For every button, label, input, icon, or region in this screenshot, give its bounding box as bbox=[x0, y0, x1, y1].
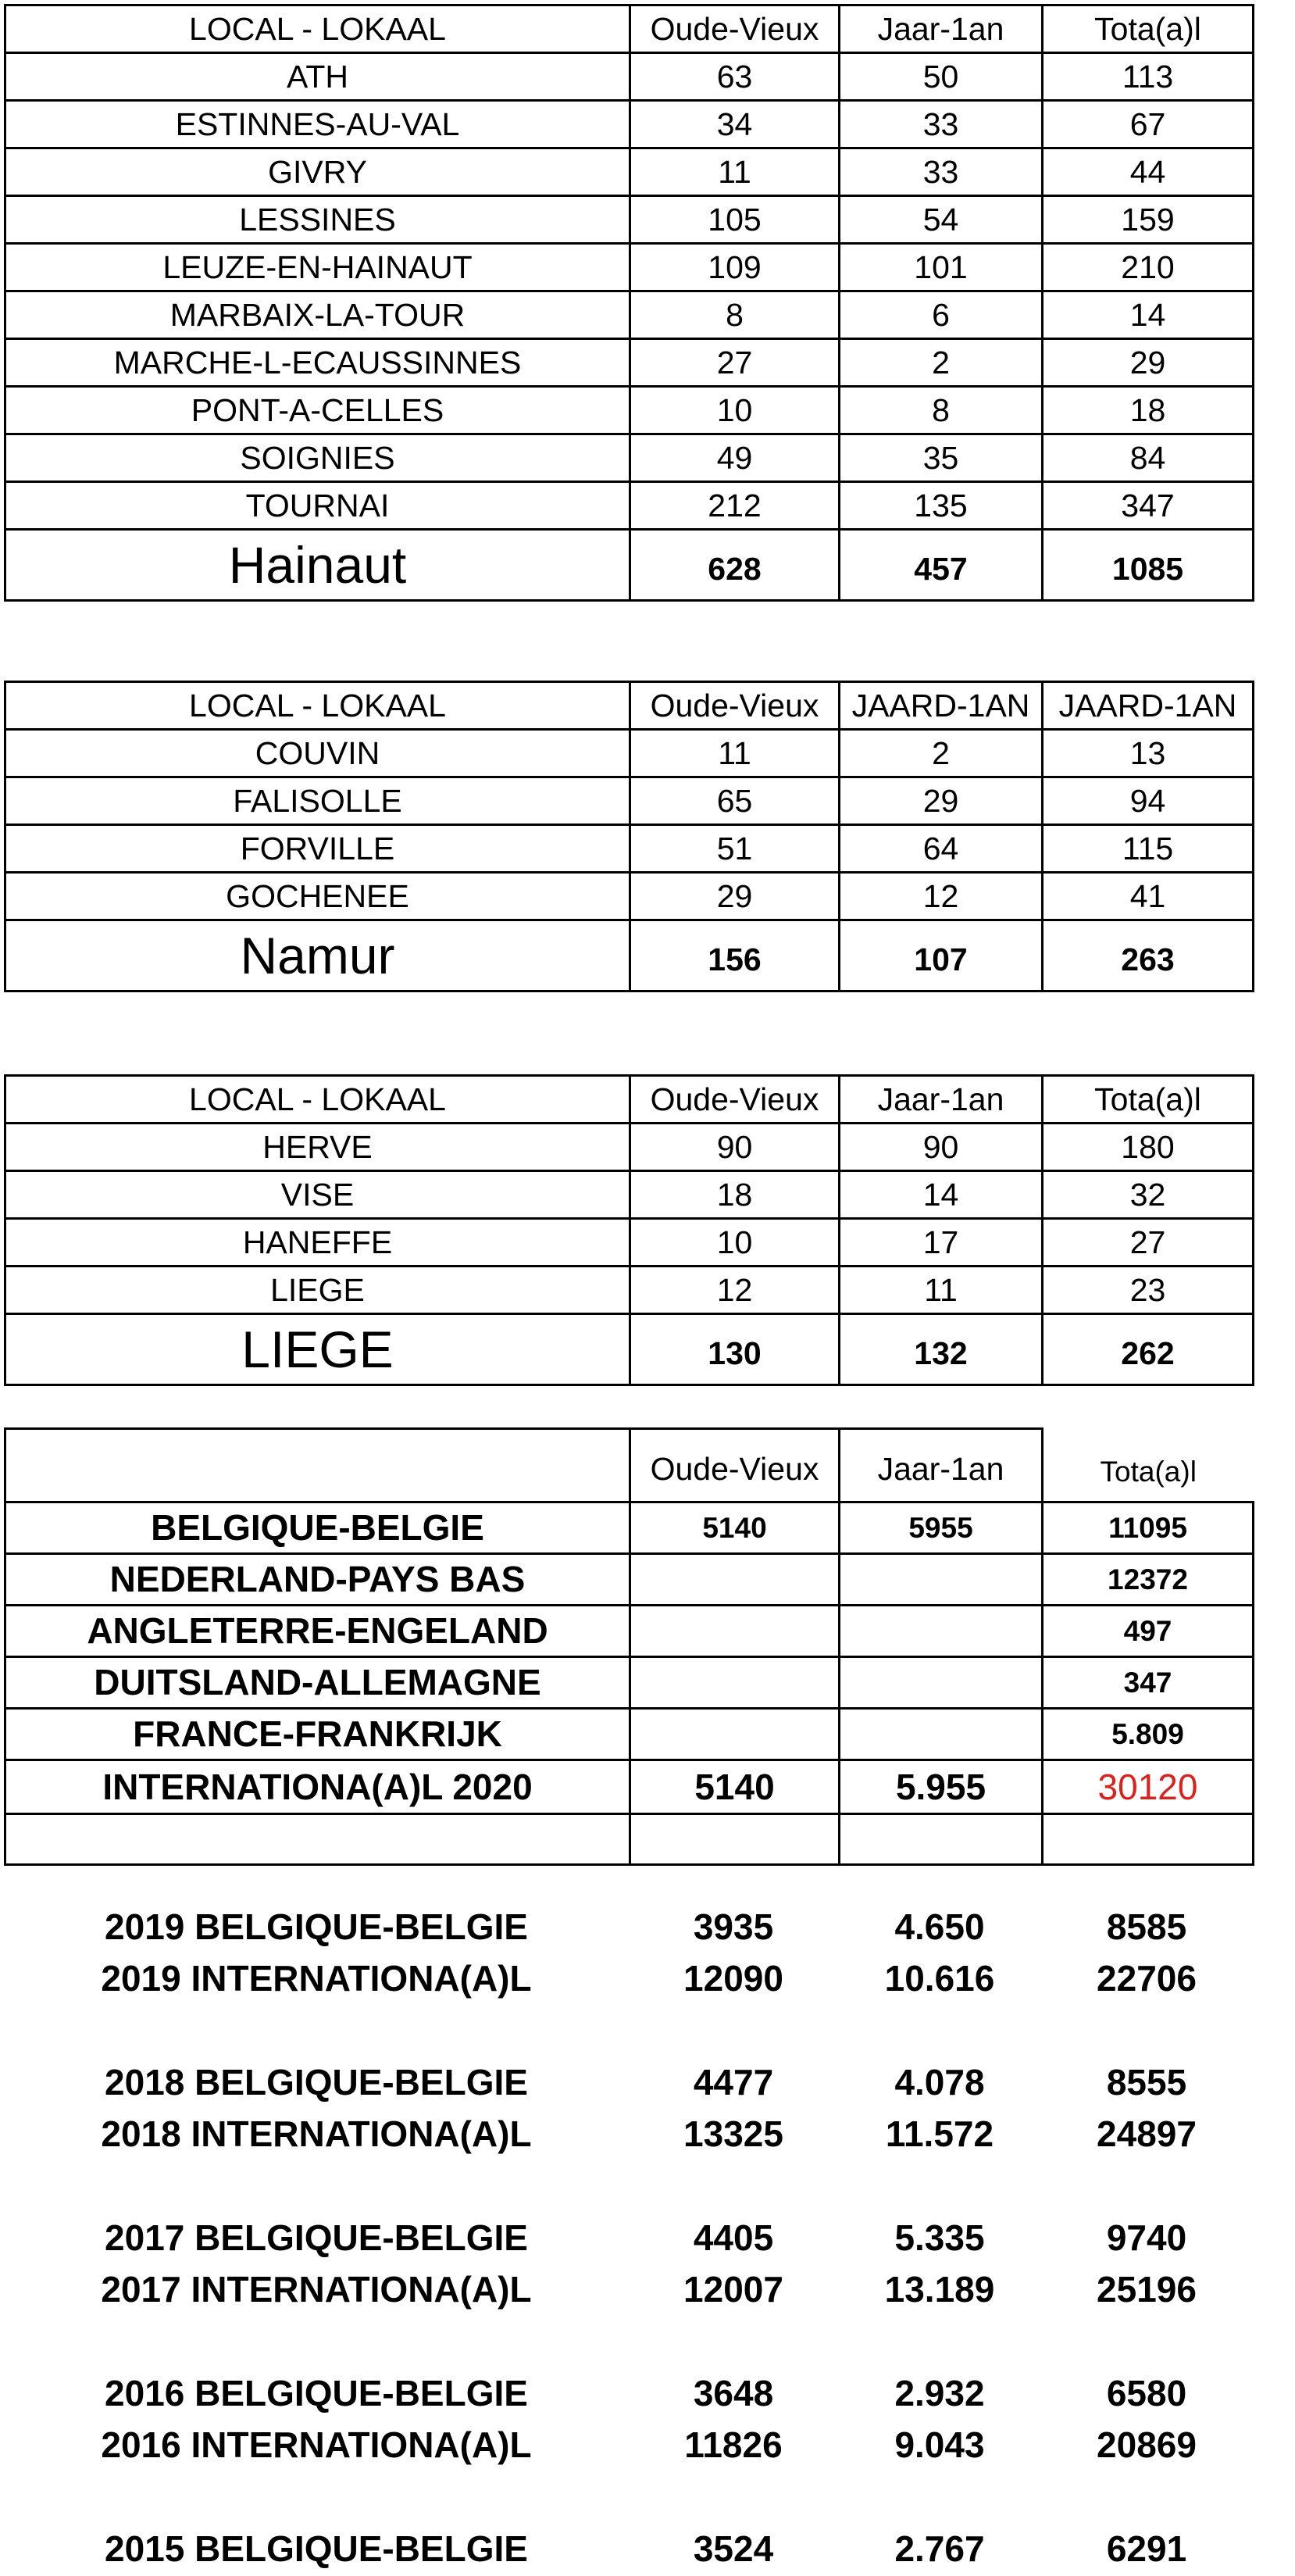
total-count: 11095 bbox=[1043, 1502, 1254, 1553]
column-header-old: Oude-Vieux bbox=[630, 682, 840, 730]
region-total-row bbox=[5, 530, 1254, 601]
total-count: 210 bbox=[1043, 244, 1254, 291]
table-header-row bbox=[5, 5, 1254, 53]
total-count: 347 bbox=[1043, 482, 1254, 530]
old-count: 109 bbox=[630, 244, 840, 291]
country-row bbox=[5, 1708, 1254, 1760]
year-count bbox=[840, 1553, 1043, 1605]
old-count: 18 bbox=[630, 1171, 840, 1219]
column-header-total: Tota(a)l bbox=[1043, 5, 1254, 53]
history-total: 25196 bbox=[1097, 2269, 1197, 2310]
table-row bbox=[5, 1219, 1254, 1267]
international-old-total: 5140 bbox=[630, 1760, 840, 1813]
table-header-row bbox=[5, 682, 1254, 730]
empty-cell bbox=[5, 1813, 630, 1864]
table-row bbox=[5, 339, 1254, 387]
country-row bbox=[5, 1656, 1254, 1708]
old-count bbox=[630, 1605, 840, 1656]
history-year: 5.335 bbox=[894, 2217, 985, 2258]
total-count: 94 bbox=[1043, 777, 1254, 825]
history-old: 4405 bbox=[693, 2217, 774, 2258]
history-row bbox=[4, 1955, 1254, 2002]
table-row bbox=[5, 730, 1254, 777]
old-count: 10 bbox=[630, 1219, 840, 1267]
history-row bbox=[4, 2421, 1254, 2468]
old-count: 90 bbox=[630, 1124, 840, 1171]
year-count: 35 bbox=[840, 434, 1043, 482]
region-name: Hainaut bbox=[5, 530, 630, 601]
column-header-year: JAARD-1AN bbox=[840, 682, 1043, 730]
history-total: 22706 bbox=[1097, 1958, 1197, 1999]
year-count: 50 bbox=[840, 53, 1043, 101]
country-name: DUITSLAND-ALLEMAGNE bbox=[5, 1656, 630, 1708]
history-old: 3935 bbox=[693, 1906, 774, 1947]
year-count: 17 bbox=[840, 1219, 1043, 1267]
old-count: 11 bbox=[630, 148, 840, 196]
table-row bbox=[5, 777, 1254, 825]
region-old-total: 130 bbox=[630, 1314, 840, 1385]
table-row bbox=[5, 482, 1254, 530]
year-count: 101 bbox=[840, 244, 1043, 291]
old-count: 10 bbox=[630, 387, 840, 434]
history-total: 24897 bbox=[1097, 2113, 1197, 2154]
history-year: 4.650 bbox=[894, 1906, 985, 1947]
year-count: 11 bbox=[840, 1267, 1043, 1314]
local-name: LESSINES bbox=[5, 196, 630, 244]
history-old: 12007 bbox=[683, 2269, 783, 2310]
local-name: HANEFFE bbox=[5, 1219, 630, 1267]
region-name: Namur bbox=[5, 920, 630, 991]
history-year: 4.078 bbox=[894, 2062, 985, 2103]
table-row bbox=[5, 244, 1254, 291]
history-row bbox=[4, 2214, 1254, 2261]
total-count: 44 bbox=[1043, 148, 1254, 196]
year-count: 54 bbox=[840, 196, 1043, 244]
country-row bbox=[5, 1553, 1254, 1605]
total-count: 18 bbox=[1043, 387, 1254, 434]
empty-row bbox=[5, 1813, 1254, 1864]
column-header-old: Oude-Vieux bbox=[630, 1076, 840, 1124]
table-row bbox=[5, 873, 1254, 920]
history-year: 2.932 bbox=[894, 2373, 985, 2413]
history-label: 2015 BELGIQUE-BELGIE bbox=[105, 2528, 528, 2569]
column-header-local: LOCAL - LOKAAL bbox=[5, 5, 630, 53]
region-grand-total: 1085 bbox=[1043, 530, 1254, 601]
table-row bbox=[5, 196, 1254, 244]
history-label: 2016 BELGIQUE-BELGIE bbox=[105, 2373, 528, 2413]
table-row bbox=[5, 825, 1254, 873]
total-count: 23 bbox=[1043, 1267, 1254, 1314]
history-row bbox=[4, 2266, 1254, 2313]
total-count: 27 bbox=[1043, 1219, 1254, 1267]
table-header-row bbox=[5, 1429, 1254, 1502]
local-name: SOIGNIES bbox=[5, 434, 630, 482]
table-row bbox=[5, 434, 1254, 482]
empty-cell bbox=[630, 1813, 840, 1864]
local-name: FALISOLLE bbox=[5, 777, 630, 825]
old-count: 27 bbox=[630, 339, 840, 387]
history-year: 10.616 bbox=[884, 1958, 995, 1999]
history-label: 2016 INTERNATIONA(A)L bbox=[101, 2424, 532, 2465]
total-count: 13 bbox=[1043, 730, 1254, 777]
history-row bbox=[4, 2525, 1254, 2572]
total-count: 159 bbox=[1043, 196, 1254, 244]
history-label: 2019 INTERNATIONA(A)L bbox=[101, 1958, 532, 1999]
table-header-row bbox=[5, 1076, 1254, 1124]
column-header-total: Tota(a)l bbox=[1043, 1429, 1254, 1502]
region-year-total: 107 bbox=[840, 920, 1043, 991]
local-name: PONT-A-CELLES bbox=[5, 387, 630, 434]
namur-table bbox=[4, 681, 1254, 992]
total-count: 115 bbox=[1043, 825, 1254, 873]
history-year: 2.767 bbox=[894, 2528, 985, 2569]
history-row bbox=[4, 2059, 1254, 2106]
year-count: 2 bbox=[840, 339, 1043, 387]
year-count: 5955 bbox=[840, 1502, 1043, 1553]
region-total-row bbox=[5, 920, 1254, 991]
history-old: 4477 bbox=[693, 2062, 774, 2103]
old-count bbox=[630, 1708, 840, 1760]
history-label: 2018 BELGIQUE-BELGIE bbox=[105, 2062, 528, 2103]
column-header-local: LOCAL - LOKAAL bbox=[5, 1076, 630, 1124]
region-old-total: 156 bbox=[630, 920, 840, 991]
year-count bbox=[840, 1605, 1043, 1656]
local-name: ESTINNES-AU-VAL bbox=[5, 101, 630, 148]
history-row bbox=[4, 1903, 1254, 1950]
year-count bbox=[840, 1656, 1043, 1708]
local-name: MARCHE-L-ECAUSSINNES bbox=[5, 339, 630, 387]
history-total: 8585 bbox=[1106, 1906, 1187, 1947]
international-grand-total: 30120 bbox=[1043, 1760, 1254, 1813]
year-count: 12 bbox=[840, 873, 1043, 920]
year-count: 8 bbox=[840, 387, 1043, 434]
old-count: 34 bbox=[630, 101, 840, 148]
old-count bbox=[630, 1553, 840, 1605]
total-count: 347 bbox=[1043, 1656, 1254, 1708]
year-count: 33 bbox=[840, 148, 1043, 196]
region-grand-total: 262 bbox=[1043, 1314, 1254, 1385]
liege-table bbox=[4, 1074, 1254, 1386]
table-row bbox=[5, 53, 1254, 101]
history-old: 12090 bbox=[683, 1958, 783, 1999]
history-row bbox=[4, 2110, 1254, 2157]
year-count: 14 bbox=[840, 1171, 1043, 1219]
history-total: 8555 bbox=[1106, 2062, 1187, 2103]
country-row bbox=[5, 1605, 1254, 1656]
local-name: COUVIN bbox=[5, 730, 630, 777]
history-total: 9740 bbox=[1106, 2217, 1187, 2258]
history-year: 11.572 bbox=[885, 2113, 994, 2154]
international-sum-label: INTERNATIONA(A)L 2020 bbox=[5, 1760, 630, 1813]
old-count: 212 bbox=[630, 482, 840, 530]
local-name: ATH bbox=[5, 53, 630, 101]
local-name: LEUZE-EN-HAINAUT bbox=[5, 244, 630, 291]
table-row bbox=[5, 148, 1254, 196]
table-row bbox=[5, 1124, 1254, 1171]
history-old: 11826 bbox=[684, 2424, 783, 2465]
total-count: 497 bbox=[1043, 1605, 1254, 1656]
country-name: NEDERLAND-PAYS BAS bbox=[5, 1553, 630, 1605]
empty-cell bbox=[1043, 1813, 1254, 1864]
country-name: BELGIQUE-BELGIE bbox=[5, 1502, 630, 1553]
local-name: HERVE bbox=[5, 1124, 630, 1171]
total-count: 5.809 bbox=[1043, 1708, 1254, 1760]
history-year: 13.189 bbox=[884, 2269, 995, 2310]
international-sum-row bbox=[5, 1760, 1254, 1813]
year-count: 6 bbox=[840, 291, 1043, 339]
column-header-year: Jaar-1an bbox=[840, 1076, 1043, 1124]
international-table bbox=[4, 1427, 1254, 1866]
column-header-year: Jaar-1an bbox=[840, 5, 1043, 53]
column-header-total: Tota(a)l bbox=[1043, 1076, 1254, 1124]
region-year-total: 457 bbox=[840, 530, 1043, 601]
year-count: 2 bbox=[840, 730, 1043, 777]
local-name: VISE bbox=[5, 1171, 630, 1219]
column-header-local: LOCAL - LOKAAL bbox=[5, 682, 630, 730]
history-label: 2019 BELGIQUE-BELGIE bbox=[105, 1906, 528, 1947]
old-count: 65 bbox=[630, 777, 840, 825]
old-count: 11 bbox=[630, 730, 840, 777]
local-name: TOURNAI bbox=[5, 482, 630, 530]
year-count: 135 bbox=[840, 482, 1043, 530]
region-name: LIEGE bbox=[5, 1314, 630, 1385]
total-count: 113 bbox=[1043, 53, 1254, 101]
history-old: 13325 bbox=[683, 2113, 783, 2154]
local-name: LIEGE bbox=[5, 1267, 630, 1314]
region-total-row bbox=[5, 1314, 1254, 1385]
old-count: 63 bbox=[630, 53, 840, 101]
year-count: 64 bbox=[840, 825, 1043, 873]
table-row bbox=[5, 1267, 1254, 1314]
column-header-old: Oude-Vieux bbox=[630, 1429, 840, 1502]
total-count: 32 bbox=[1043, 1171, 1254, 1219]
history-total: 20869 bbox=[1097, 2424, 1197, 2465]
old-count: 29 bbox=[630, 873, 840, 920]
history-label: 2017 BELGIQUE-BELGIE bbox=[105, 2217, 528, 2258]
old-count: 51 bbox=[630, 825, 840, 873]
history-total: 6291 bbox=[1106, 2528, 1187, 2569]
local-name: MARBAIX-LA-TOUR bbox=[5, 291, 630, 339]
old-count: 8 bbox=[630, 291, 840, 339]
year-count: 90 bbox=[840, 1124, 1043, 1171]
country-name: FRANCE-FRANKRIJK bbox=[5, 1708, 630, 1760]
total-count: 12372 bbox=[1043, 1553, 1254, 1605]
total-count: 180 bbox=[1043, 1124, 1254, 1171]
column-header-old: Oude-Vieux bbox=[630, 5, 840, 53]
column-header-country bbox=[5, 1429, 630, 1502]
history-old: 3648 bbox=[693, 2373, 774, 2413]
year-count: 29 bbox=[840, 777, 1043, 825]
local-name: FORVILLE bbox=[5, 825, 630, 873]
history-old: 3524 bbox=[693, 2528, 774, 2569]
region-grand-total: 263 bbox=[1043, 920, 1254, 991]
international-year-total: 5.955 bbox=[840, 1760, 1043, 1813]
history-label: 2018 INTERNATIONA(A)L bbox=[101, 2113, 532, 2154]
column-header-total: JAARD-1AN bbox=[1043, 682, 1254, 730]
table-row bbox=[5, 1171, 1254, 1219]
empty-cell bbox=[840, 1813, 1043, 1864]
region-year-total: 132 bbox=[840, 1314, 1043, 1385]
old-count: 5140 bbox=[630, 1502, 840, 1553]
table-row bbox=[5, 387, 1254, 434]
local-name: GIVRY bbox=[5, 148, 630, 196]
table-row bbox=[5, 291, 1254, 339]
old-count: 12 bbox=[630, 1267, 840, 1314]
old-count: 105 bbox=[630, 196, 840, 244]
history-total: 6580 bbox=[1106, 2373, 1187, 2413]
total-count: 14 bbox=[1043, 291, 1254, 339]
year-count: 33 bbox=[840, 101, 1043, 148]
table-row bbox=[5, 101, 1254, 148]
old-count: 49 bbox=[630, 434, 840, 482]
total-count: 84 bbox=[1043, 434, 1254, 482]
history-label: 2017 INTERNATIONA(A)L bbox=[101, 2269, 532, 2310]
local-name: GOCHENEE bbox=[5, 873, 630, 920]
country-name: ANGLETERRE-ENGELAND bbox=[5, 1605, 630, 1656]
country-row bbox=[5, 1502, 1254, 1553]
old-count bbox=[630, 1656, 840, 1708]
column-header-year: Jaar-1an bbox=[840, 1429, 1043, 1502]
history-row bbox=[4, 2370, 1254, 2417]
total-count: 29 bbox=[1043, 339, 1254, 387]
hainaut-table bbox=[4, 4, 1254, 602]
history-year: 9.043 bbox=[894, 2424, 985, 2465]
region-old-total: 628 bbox=[630, 530, 840, 601]
year-count bbox=[840, 1708, 1043, 1760]
total-count: 67 bbox=[1043, 101, 1254, 148]
total-count: 41 bbox=[1043, 873, 1254, 920]
